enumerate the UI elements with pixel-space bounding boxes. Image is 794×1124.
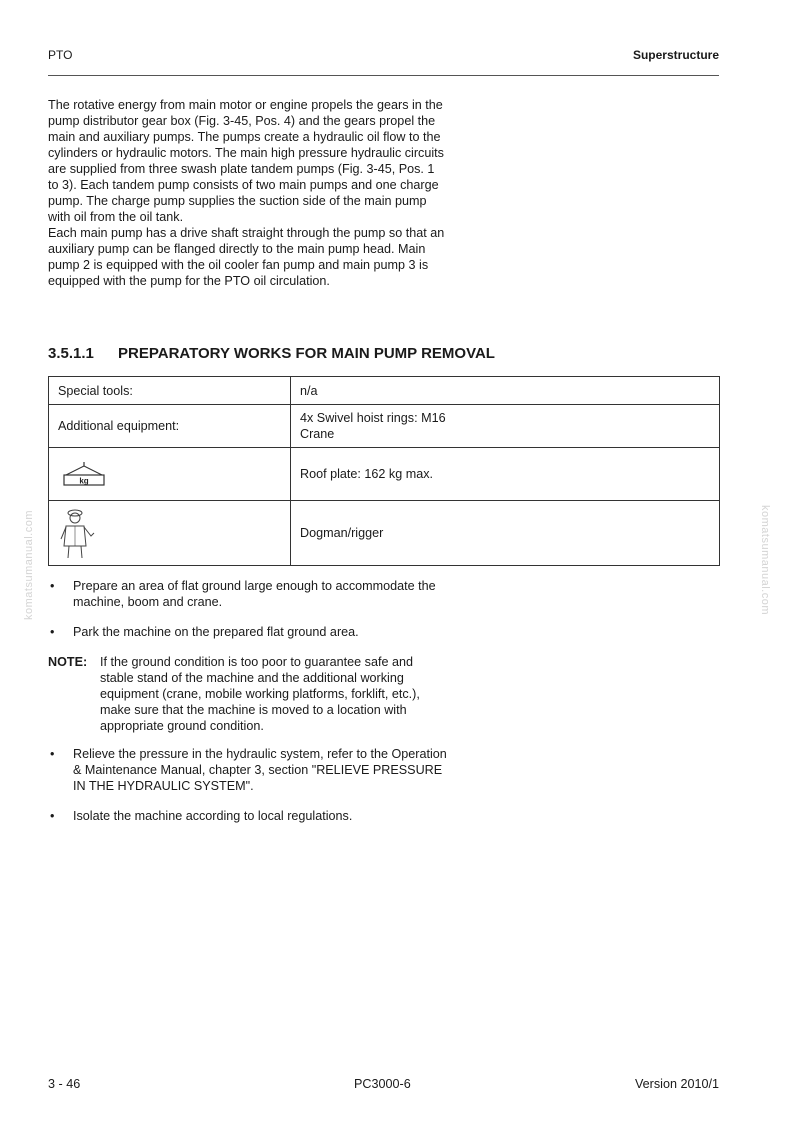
list-item <box>48 624 448 640</box>
footer-version: Version 2010/1 <box>634 1077 719 1091</box>
note-block <box>48 654 448 734</box>
bullet-icon: • <box>50 747 55 761</box>
weight-icon <box>58 461 108 487</box>
note-label: NOTE: <box>48 655 88 669</box>
table-row <box>49 448 720 501</box>
header-chapter-title: Superstructure <box>632 48 719 62</box>
equipment-item: 4x Swivel hoist rings: M16 <box>300 411 446 425</box>
section-heading <box>48 345 495 362</box>
table-row <box>49 405 720 448</box>
table-row <box>49 377 720 405</box>
equipment-item: Crane <box>300 427 335 441</box>
bullet-icon: • <box>50 809 55 823</box>
special-tools-label: Special tools: <box>49 377 291 405</box>
list-item <box>48 808 448 824</box>
bullet-icon: • <box>50 579 55 593</box>
watermark-left: komatsumanual.com <box>23 510 35 620</box>
additional-equipment-value <box>291 405 720 448</box>
list-item-text: Isolate the machine according to local regulations. <box>73 809 353 823</box>
list-item <box>48 578 448 610</box>
weight-icon-label: kg <box>79 476 89 486</box>
bullet-icon: • <box>50 625 55 639</box>
intro-paragraph: The rotative energy from main motor or engine propels the gears in the pump distributor gear box (Fig. 3-45, Pos. 4) and the gears propel the main and auxiliary pumps. The pumps create a hydraulic oil flow to the cylinders or hydraulic motors. The main high pressure hydraulic circuits are supplied from three swash plate tandem pumps (Fig. 3-45, Pos. 1 to 3). Each tandem pump consists of two main pumps and one charge pump. The charge pump supplies the suction side of the main pump with oil from the oil tank. <box>48 98 444 224</box>
bullet-list <box>48 578 448 640</box>
list-item-text: Prepare an area of flat ground large enough to accommodate the machine, boom and crane. <box>73 579 436 609</box>
list-item <box>48 746 448 794</box>
footer-model: PC3000-6 <box>354 1077 411 1091</box>
requirements-table <box>48 376 720 566</box>
rigger-icon-cell <box>49 501 291 566</box>
additional-equipment-label: Additional equipment: <box>49 405 291 448</box>
weight-icon-cell <box>49 448 291 501</box>
header-section-name: PTO <box>48 48 73 62</box>
list-item-text: Relieve the pressure in the hydraulic system, refer to the Operation & Maintenance Manual, chapter 3, section "RELIEVE PRESSURE IN THE HYDRAULIC SYSTEM". <box>73 747 447 793</box>
rigger-person-icon <box>58 506 98 560</box>
table-row <box>49 501 720 566</box>
watermark-right: komatsumanual.com <box>759 505 771 615</box>
bullet-list <box>48 746 448 824</box>
intro-text <box>48 97 448 289</box>
section-number: 3.5.1.1 <box>48 345 94 362</box>
section-title: PREPARATORY WORKS FOR MAIN PUMP REMOVAL <box>118 345 495 362</box>
footer-page-number: 3 - 46 <box>48 1077 81 1091</box>
list-item-text: Park the machine on the prepared flat ground area. <box>73 625 359 639</box>
rigger-value: Dogman/rigger <box>291 501 720 566</box>
special-tools-value: n/a <box>291 377 720 405</box>
header-divider <box>48 75 719 76</box>
note-text: If the ground condition is too poor to guarantee safe and stable stand of the machine and the additional working equipment (crane, mobile working platforms, forklift, etc.), make sure that the machine is moved to a location with appropriate ground condition. <box>100 655 420 733</box>
weight-value: Roof plate: 162 kg max. <box>291 448 720 501</box>
intro-paragraph: Each main pump has a drive shaft straight through the pump so that an auxiliary pump can be flanged directly to the main pump head. Main pump 2 is equipped with the oil cooler fan pump and main pump 3 is equipped with the pump for the PTO oil circulation. <box>48 226 445 288</box>
